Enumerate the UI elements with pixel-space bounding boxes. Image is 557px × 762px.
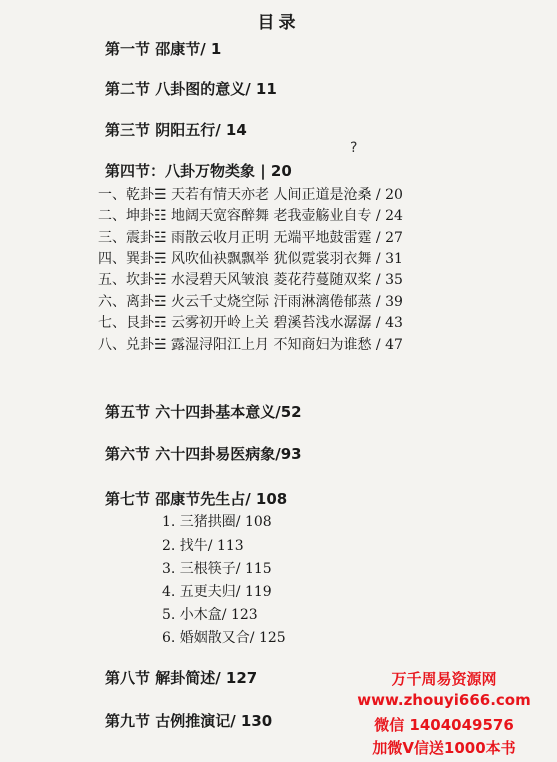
page-title: 目录 bbox=[257, 13, 300, 33]
toc-trigram-7[interactable]: 七、艮卦☶ 云雾初开岭上关 碧溪苔浅水潺潺 / 43 bbox=[98, 315, 403, 331]
toc-item-7-4[interactable]: 4. 五更夫归/ 119 bbox=[162, 584, 272, 600]
toc-trigram-4[interactable]: 四、巽卦☴ 风吹仙袂飘飘举 犹似霓裳羽衣舞 / 31 bbox=[98, 251, 403, 267]
toc-trigram-6[interactable]: 六、离卦☲ 火云千丈烧空际 汗雨淋漓倦郁蒸 / 39 bbox=[98, 294, 403, 310]
toc-item-7-2[interactable]: 2. 找牛/ 113 bbox=[162, 538, 244, 554]
toc-item-7-5[interactable]: 5. 小木盒/ 123 bbox=[162, 607, 258, 623]
pen-mark: ? bbox=[350, 140, 358, 156]
watermark-line-1: 万千周易资源网 bbox=[391, 670, 497, 688]
toc-section-3[interactable]: 第三节 阴阳五行/ 14 bbox=[105, 121, 247, 139]
watermark-line-2: www.zhouyi666.com bbox=[357, 691, 531, 709]
toc-section-5[interactable]: 第五节 六十四卦基本意义/52 bbox=[105, 403, 302, 421]
toc-item-7-3[interactable]: 3. 三根筷子/ 115 bbox=[162, 561, 272, 577]
toc-trigram-2[interactable]: 二、坤卦☷ 地阔天宽容醉舞 老我壶觞业自专 / 24 bbox=[98, 208, 403, 224]
toc-section-2[interactable]: 第二节 八卦图的意义/ 11 bbox=[105, 80, 277, 98]
toc-trigram-1[interactable]: 一、乾卦☰ 天若有情天亦老 人间正道是沧桑 / 20 bbox=[98, 187, 403, 203]
toc-section-8[interactable]: 第八节 解卦简述/ 127 bbox=[105, 669, 258, 687]
toc-trigram-8[interactable]: 八、兑卦☱ 露湿浔阳江上月 不知商妇为谁愁 / 47 bbox=[98, 337, 403, 353]
toc-section-1[interactable]: 第一节 邵康节/ 1 bbox=[105, 40, 222, 58]
toc-section-7[interactable]: 第七节 邵康节先生占/ 108 bbox=[105, 490, 288, 508]
toc-section-4[interactable]: 第四节：八卦万物类象 | 20 bbox=[105, 162, 292, 180]
toc-item-7-6[interactable]: 6. 婚姻散又合/ 125 bbox=[162, 630, 286, 646]
toc-trigram-3[interactable]: 三、震卦☳ 雨散云收月正明 无端平地鼓雷霆 / 27 bbox=[98, 230, 403, 246]
toc-item-7-1[interactable]: 1. 三猪拱圈/ 108 bbox=[162, 514, 272, 530]
watermark-line-3: 微信 1404049576 bbox=[374, 716, 514, 734]
toc-section-6[interactable]: 第六节 六十四卦易医病象/93 bbox=[105, 445, 302, 463]
toc-trigram-5[interactable]: 五、坎卦☵ 水浸碧天风皱浪 菱花荇蔓随双桨 / 35 bbox=[98, 272, 403, 288]
watermark-line-4: 加微V信送1000本书 bbox=[372, 739, 516, 757]
toc-section-9[interactable]: 第九节 古例推演记/ 130 bbox=[105, 712, 273, 730]
